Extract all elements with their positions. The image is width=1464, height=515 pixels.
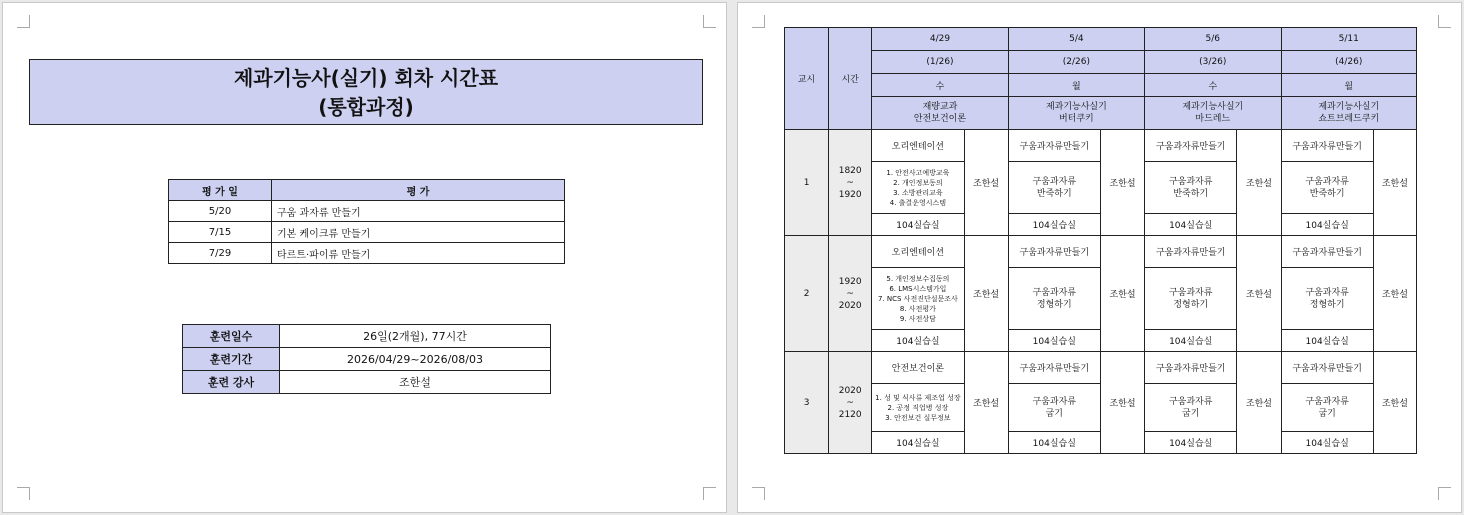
info-value: 2026/04/29~2026/08/03 (280, 348, 551, 371)
room: 104실습실 (1281, 330, 1373, 352)
instructor: 조한설 (1100, 130, 1144, 236)
page-corner-mark (703, 15, 716, 28)
time-start: 1820 (838, 165, 862, 176)
table-row (183, 325, 551, 348)
subject-line: 안전보건이론 (913, 114, 967, 124)
day-subject (1008, 97, 1144, 130)
info-label: 훈련 강사 (183, 371, 280, 394)
period-time (829, 352, 872, 454)
evaluation-item: 기본 케이크류 만들기 (272, 222, 565, 243)
page-corner-mark (17, 487, 30, 500)
course-step-line: 반죽하기 (1173, 188, 1209, 199)
list-item: 1. 안전사고예방교육 (886, 168, 950, 177)
time-end: 2120 (838, 409, 862, 420)
period-header: 교시 (785, 28, 829, 130)
instructor: 조한설 (1237, 130, 1281, 236)
instructor: 조한설 (1237, 352, 1281, 454)
course-step-line: 반죽하기 (1309, 188, 1345, 199)
course-title: 구움과자류만들기 (1145, 236, 1237, 268)
period-number: 3 (785, 352, 829, 454)
course-step (1281, 384, 1373, 432)
course-step-line: 구움과자류 (1305, 176, 1349, 187)
day1-item-list (872, 162, 964, 214)
course-step-line: 굽기 (1318, 408, 1336, 419)
list-item: 4. 출결운영시스템 (889, 198, 947, 207)
instructor: 조한설 (964, 352, 1008, 454)
page-corner-mark (1438, 15, 1451, 28)
weekday: 월 (1008, 74, 1144, 97)
instructor: 조한설 (964, 236, 1008, 352)
day-date: 5/4 (1008, 28, 1144, 51)
course-step (1008, 268, 1100, 330)
day1-topic: 안전보건이론 (872, 352, 964, 384)
room: 104실습실 (1145, 330, 1237, 352)
list-item: 1. 성 및 식사류 제조업 성장 (875, 393, 961, 402)
course-step-line: 굽기 (1045, 408, 1063, 419)
course-step (1281, 268, 1373, 330)
course-step-line: 반죽하기 (1036, 188, 1072, 199)
evaluation-date-header: 평 가 일 (169, 180, 272, 201)
list-item: 9. 사전상담 (899, 314, 936, 323)
evaluation-date: 5/20 (169, 201, 272, 222)
evaluation-header-row (169, 180, 565, 201)
time-separator: ~ (846, 288, 854, 299)
instructor: 조한설 (1373, 352, 1416, 454)
evaluation-table (168, 179, 565, 264)
course-step-line: 구움과자류 (1305, 396, 1349, 407)
course-step (1008, 384, 1100, 432)
list-item: 3. 소방관리교육 (893, 188, 943, 197)
table-row (785, 130, 1417, 162)
header-date-row (785, 28, 1417, 51)
subject-line: 버터쿠키 (1058, 114, 1094, 124)
subject-line: 재량교과 (922, 102, 958, 112)
day1-topic: 오리엔테이션 (872, 236, 964, 268)
room: 104실습실 (1281, 214, 1373, 236)
course-title: 구움과자류만들기 (1281, 130, 1373, 162)
schedule-table (784, 27, 1417, 454)
course-step-line: 정형하기 (1036, 299, 1072, 310)
table-row (183, 371, 551, 394)
evaluation-date: 7/29 (169, 243, 272, 264)
list-item: 7. NCS 사전진단설문조사 (877, 294, 958, 303)
course-step-line: 정형하기 (1173, 299, 1209, 310)
time-start: 2020 (838, 385, 862, 396)
period-time (829, 130, 872, 236)
info-value: 조한설 (280, 371, 551, 394)
subject-line: 제과기능사실기 (1318, 102, 1380, 112)
training-info-table (182, 324, 551, 394)
day-subject (1281, 97, 1417, 130)
instructor: 조한설 (964, 130, 1008, 236)
instructor: 조한설 (1237, 236, 1281, 352)
header-count-row (785, 51, 1417, 74)
info-label: 훈련일수 (183, 325, 280, 348)
page-corner-mark (752, 487, 765, 500)
evaluation-item-header: 평 가 (272, 180, 565, 201)
time-end: 1920 (838, 189, 862, 200)
table-row (785, 236, 1417, 268)
course-step (1008, 162, 1100, 214)
course-step-line: 구움과자류 (1032, 287, 1077, 298)
page-corner-mark (17, 15, 30, 28)
period-number: 2 (785, 236, 829, 352)
day-date: 5/6 (1145, 28, 1281, 51)
table-row (169, 243, 565, 264)
period-time (829, 236, 872, 352)
course-step-line: 구움과자류 (1305, 287, 1349, 298)
room: 104실습실 (872, 330, 964, 352)
day-date: 5/11 (1281, 28, 1417, 51)
evaluation-item: 타르트·파이류 만들기 (272, 243, 565, 264)
time-end: 2020 (838, 300, 862, 311)
session-count: (3/26) (1145, 51, 1281, 74)
course-title: 구움과자류만들기 (1281, 236, 1373, 268)
document-page-2 (737, 2, 1462, 513)
weekday: 수 (1145, 74, 1281, 97)
course-title: 구움과자류만들기 (1008, 236, 1100, 268)
course-title: 구움과자류만들기 (1008, 352, 1100, 384)
title-line-2: (통합과정) (318, 95, 414, 119)
course-title: 구움과자류만들기 (1145, 352, 1237, 384)
table-row (169, 222, 565, 243)
page-title (29, 59, 703, 125)
room: 104실습실 (1145, 432, 1237, 454)
list-item: 8. 사전평가 (899, 304, 936, 313)
instructor: 조한설 (1100, 352, 1144, 454)
course-step-line: 정형하기 (1309, 299, 1345, 310)
day1-item-list (872, 384, 964, 432)
course-step (1145, 384, 1237, 432)
instructor: 조한설 (1100, 236, 1144, 352)
subject-line: 제과기능사실기 (1182, 102, 1244, 112)
evaluation-date: 7/15 (169, 222, 272, 243)
info-value: 26일(2개월), 77시간 (280, 325, 551, 348)
weekday: 월 (1281, 74, 1417, 97)
course-step-line: 구움과자류 (1032, 176, 1077, 187)
instructor: 조한설 (1373, 236, 1416, 352)
time-start: 1920 (838, 276, 862, 287)
room: 104실습실 (872, 214, 964, 236)
course-step-line: 구움과자류 (1168, 176, 1213, 187)
day-date: 4/29 (872, 28, 1008, 51)
course-title: 구움과자류만들기 (1281, 352, 1373, 384)
session-count: (1/26) (872, 51, 1008, 74)
list-item: 3. 안전보건 실무정보 (885, 413, 951, 422)
period-number: 1 (785, 130, 829, 236)
day1-topic: 오리엔테이션 (872, 130, 964, 162)
session-count: (2/26) (1008, 51, 1144, 74)
list-item: 5. 개인정보수집동의 (886, 274, 950, 283)
table-row (785, 352, 1417, 384)
course-title: 구움과자류만들기 (1145, 130, 1237, 162)
room: 104실습실 (1281, 432, 1373, 454)
course-step (1145, 162, 1237, 214)
course-step-line: 구움과자류 (1168, 287, 1213, 298)
day1-item-list (872, 268, 964, 330)
course-step-line: 구움과자류 (1032, 396, 1077, 407)
room: 104실습실 (1008, 432, 1100, 454)
session-count: (4/26) (1281, 51, 1417, 74)
course-step (1145, 268, 1237, 330)
subject-line: 제과기능사실기 (1045, 102, 1107, 112)
list-item: 2. 개인정보동의 (893, 178, 943, 187)
course-title: 구움과자류만들기 (1008, 130, 1100, 162)
time-separator: ~ (846, 397, 854, 408)
day-subject (872, 97, 1008, 130)
page-corner-mark (752, 15, 765, 28)
header-weekday-row (785, 74, 1417, 97)
subject-line: 마드레느 (1195, 114, 1231, 124)
list-item: 2. 공정 직업병 성장 (887, 403, 949, 412)
room: 104실습실 (1008, 330, 1100, 352)
info-label: 훈련기간 (183, 348, 280, 371)
course-step (1281, 162, 1373, 214)
evaluation-item: 구움 과자류 만들기 (272, 201, 565, 222)
room: 104실습실 (872, 432, 964, 454)
list-item: 6. LMS시스템가입 (889, 284, 947, 293)
time-separator: ~ (846, 177, 854, 188)
course-step-line: 굽기 (1182, 408, 1200, 419)
subject-line: 쇼트브레드쿠키 (1318, 114, 1380, 124)
room: 104실습실 (1008, 214, 1100, 236)
title-line-1: 제과기능사(실기) 회차 시간표 (233, 66, 499, 90)
room: 104실습실 (1145, 214, 1237, 236)
course-step-line: 구움과자류 (1168, 396, 1213, 407)
day-subject (1145, 97, 1281, 130)
document-page-1 (2, 2, 727, 513)
page-corner-mark (703, 487, 716, 500)
time-header: 시간 (829, 28, 872, 130)
table-row (183, 348, 551, 371)
instructor: 조한설 (1373, 130, 1416, 236)
table-row (169, 201, 565, 222)
weekday: 수 (872, 74, 1008, 97)
page-corner-mark (1438, 487, 1451, 500)
header-subject-row (785, 97, 1417, 130)
